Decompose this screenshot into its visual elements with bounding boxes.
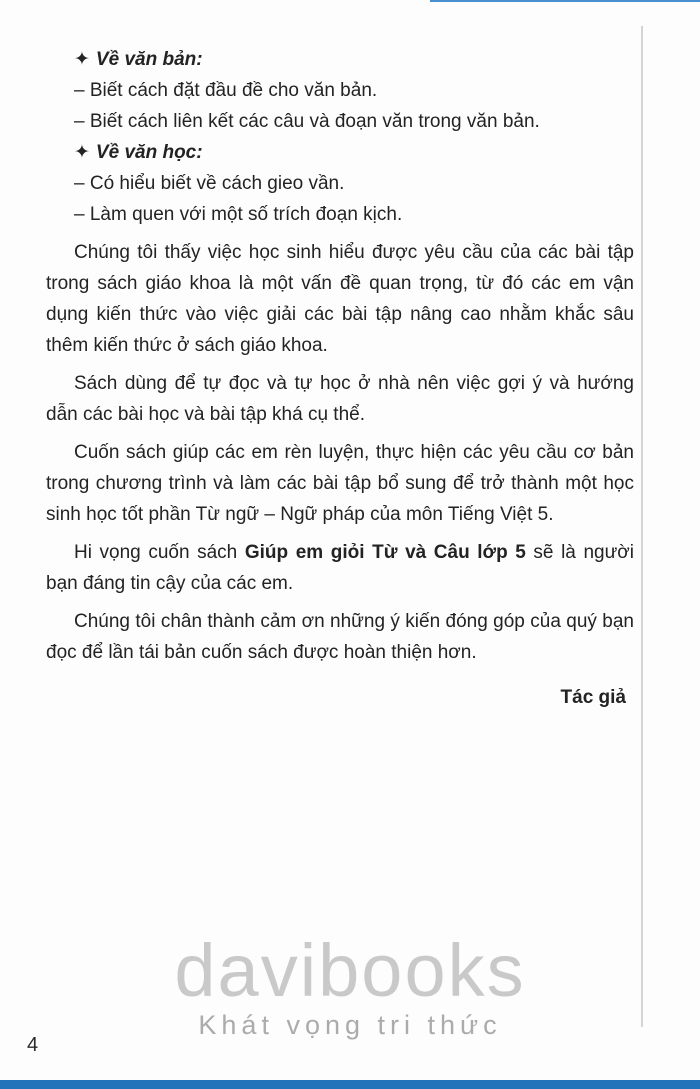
watermark-tagline: Khát vọng tri thức (198, 1010, 502, 1040)
paragraph: Cuốn sách giúp các em rèn luyện, thực hiện các yêu cầu cơ bản trong chương trình và làm các bài tập bổ sung để trở thành một học sinh học tốt phần Từ ngữ – Ngữ pháp của môn Tiếng Việt 5. (46, 442, 634, 525)
paragraph-text: Hi vọng cuốn sách (74, 542, 245, 563)
section-heading (46, 44, 634, 75)
star-bullet-icon: ✦ (74, 142, 90, 163)
bottom-blue-bar (0, 1080, 700, 1089)
page-edge-line (641, 26, 643, 1027)
section-heading (46, 137, 634, 168)
section-heading-label: Về văn bản: (95, 49, 203, 70)
book-title: Giúp em giỏi Từ và Câu lớp 5 (244, 542, 526, 563)
list-item: – Biết cách liên kết các câu và đoạn văn trong văn bản. (74, 111, 540, 132)
body-text (46, 44, 634, 713)
paragraph-text: sẽ là người bạn đáng tin cậy của các em. (46, 542, 634, 594)
page-number: 4 (27, 1034, 39, 1056)
top-scan-line (430, 0, 700, 2)
watermark (0, 929, 700, 1041)
paragraph: Chúng tôi thấy việc học sinh hiểu được yêu cầu của các bài tập trong sách giáo khoa là một vấn đề quan trọng, từ đó các em vận dụng kiến thức vào việc giải các bài tập nâng cao nhằm khắc sâu thêm kiến thức ở sách giáo khoa. (46, 242, 634, 356)
section-heading-label: Về văn học: (95, 142, 203, 163)
paragraph: Chúng tôi chân thành cảm ơn những ý kiến đóng góp của quý bạn đọc để lần tái bản cuốn sách được hoàn thiện hơn. (46, 611, 634, 663)
author-signature: Tác giả (560, 687, 626, 708)
list-item: – Làm quen với một số trích đoạn kịch. (74, 204, 403, 225)
paragraph: Sách dùng để tự đọc và tự học ở nhà nên việc gợi ý và hướng dẫn các bài học và bài tập khá cụ thể. (46, 373, 634, 425)
list-item: – Biết cách đặt đầu đề cho văn bản. (74, 80, 378, 101)
list-item: – Có hiểu biết về cách gieo vần. (74, 173, 345, 194)
paragraph (46, 537, 634, 599)
star-bullet-icon: ✦ (74, 49, 90, 70)
watermark-logo: davibooks (174, 929, 526, 1012)
